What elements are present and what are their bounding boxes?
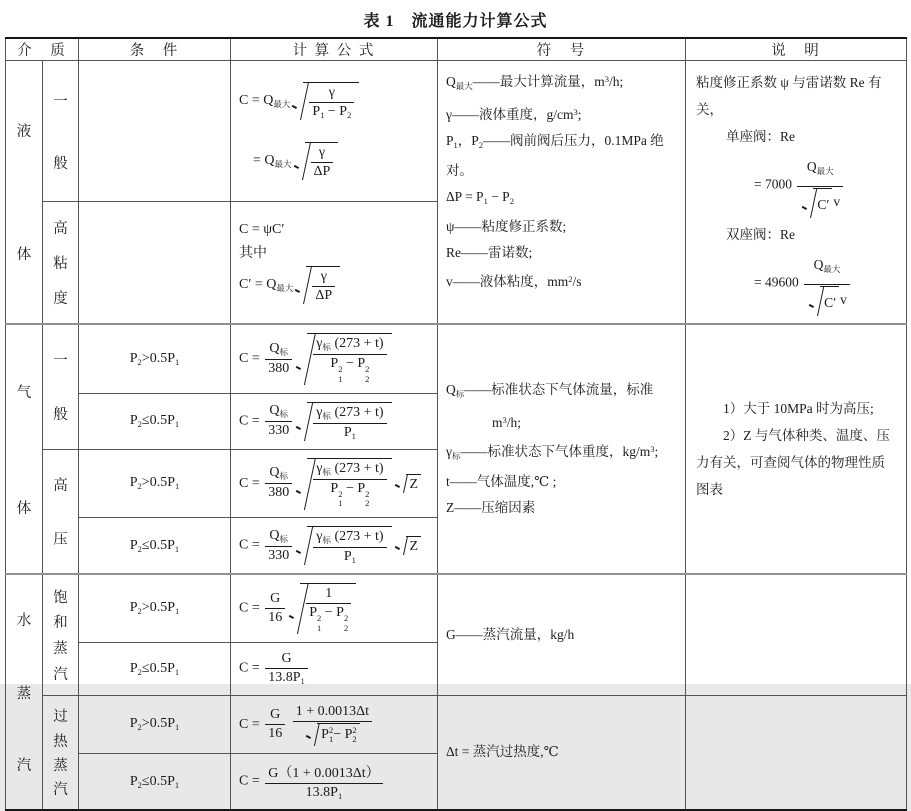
formula-steam-sh-gt: C = $\frac{G}{16}$ 1 + 0.0013Δt P 2 1 − P 2 2 <box>231 695 438 754</box>
subtype-liquid-viscous-label: 高 粘 度 <box>53 221 68 308</box>
row-liquid-general <box>6 61 907 202</box>
flow-capacity-table <box>5 37 907 811</box>
notes-steam-saturated <box>686 574 907 695</box>
subtype-liquid-viscous <box>43 202 79 324</box>
symbols-steam-superheated: Δt = 蒸汽过热度,℃ <box>438 695 686 810</box>
condition-steam-sat-le: $P_2\le 0.5P_1$ <box>79 642 231 695</box>
subtype-gas-hp-label: 高 压 <box>53 477 68 548</box>
row-steam-sh-gt <box>6 695 907 754</box>
header-formula: 计 算 公 式 <box>231 38 438 61</box>
condition-gas-hp-le: $P_2\le 0.5P_1$ <box>79 518 231 575</box>
condition-liquid-general <box>79 61 231 202</box>
medium-gas <box>6 324 43 574</box>
subtype-steam-saturated <box>43 574 79 695</box>
condition-steam-sh-gt: $P_2>0.5P_1$ <box>79 695 231 754</box>
formula-steam-sat-gt: C = $\frac{G}{16}$ 1 P 2 1 − P 2 2 <box>231 574 438 642</box>
subtype-gas-general-label: 一 般 <box>53 353 68 424</box>
medium-liquid <box>6 61 43 325</box>
condition-gas-general-gt: $P_2>0.5P_1$ <box>79 324 231 393</box>
symbols-steam-saturated: G——蒸汽流量，kg/h <box>438 574 686 695</box>
table-title: 表 1 流通能力计算公式 <box>363 13 548 30</box>
header-medium: 介 质 <box>6 38 79 61</box>
condition-steam-sat-gt: $P_2>0.5P_1$ <box>79 574 231 642</box>
subtype-gas-hp <box>43 449 79 574</box>
subtype-steam-superheated-label: 过 热 蒸 汽 <box>53 709 68 799</box>
formula-liquid-viscous: C = ψC′ 其中 $C' = Q_{最大}$ γ ΔP <box>231 202 438 324</box>
subtype-liquid-general-label: 一 般 <box>53 93 68 172</box>
formula-steam-sh-le: C = $\frac{G(1 + 0.0013\Delta t)}{13.8P_1}$ <box>231 754 438 811</box>
condition-liquid-viscous <box>79 202 231 324</box>
subtype-steam-superheated <box>43 695 79 810</box>
formula-steam-sat-le: C = $\frac{G}{13.8P_1}$ <box>231 642 438 695</box>
condition-steam-sh-le: $P_2\le 0.5P_1$ <box>79 754 231 811</box>
medium-steam <box>6 574 43 810</box>
notes-steam-superheated <box>686 695 907 810</box>
symbols-liquid: $Q_{最大}——$最大计算流量，$m^3/h$; γ——液体重度，$g/cm^3$; $P_1$，$P_2——$阀前阀后压力，0.1MPa 绝对。 $\Delta P = P_1 - P_2$ ψ——粘度修正系数; Re——雷诺数; v——液体粘度，$mm^2/s$ <box>438 61 686 325</box>
medium-liquid-label: 液 体 <box>16 124 32 263</box>
formula-gas-general-le: C = $Q_标$ 330 $\gamma_标$ (273 + t) $P_1$ <box>231 393 438 449</box>
subtype-gas-general <box>43 324 79 449</box>
row-gas-general-gt <box>6 324 907 393</box>
header-row <box>6 38 907 61</box>
header-notes: 说 明 <box>686 38 907 61</box>
subtype-steam-saturated-label: 饱 和 蒸 汽 <box>53 589 68 684</box>
formula-liquid-general: $C = Q_{最大}$ γ $P_1 - P_2$ = $Q_{最大}$ γ ΔP <box>231 61 438 202</box>
header-symbols: 符 号 <box>438 38 686 61</box>
medium-gas-label: 气 体 <box>16 384 32 517</box>
formula-gas-hp-gt: C = $Q_标$ 380 $\gamma_标$ (273 + t) P 2 1 − P 2 2 Z <box>231 449 438 518</box>
subtype-liquid-general <box>43 61 79 202</box>
formula-gas-general-gt: C = $Q_标$ 380 $\gamma_标$ (273 + t) P 2 1 − P 2 2 <box>231 324 438 393</box>
row-steam-sat-gt <box>6 574 907 642</box>
condition-gas-hp-gt: $P_2>0.5P_1$ <box>79 449 231 518</box>
header-condition: 条 件 <box>79 38 231 61</box>
symbols-gas: $Q_标——$标准状态下气体流量，标准$m^3/h$; $\gamma_标——$标准状态下气体重度，$kg/m^3$; t——气体温度,℃ ; Z——压缩因素 <box>438 324 686 574</box>
condition-gas-general-le: $P_2\le 0.5P_1$ <box>79 393 231 449</box>
medium-steam-label: 水 蒸 汽 <box>16 612 32 775</box>
formula-gas-hp-le: C = $Q_标$ 330 $\gamma_标$ (273 + t) $P_1$ Z <box>231 518 438 575</box>
notes-gas: 1）大于 10MPa 时为高压; 2）Z 与气体种类、温度、压力有关，可查阅气体的物理性质图表 <box>686 324 907 574</box>
notes-liquid: 粘度修正系数 ψ 与雷诺数 Re 有关， 单座阀：Re = 7000 $Q_{最大}$ C′ v 双座阀：Re = 49600 $Q_{最大}$ C′ v <box>686 61 907 325</box>
